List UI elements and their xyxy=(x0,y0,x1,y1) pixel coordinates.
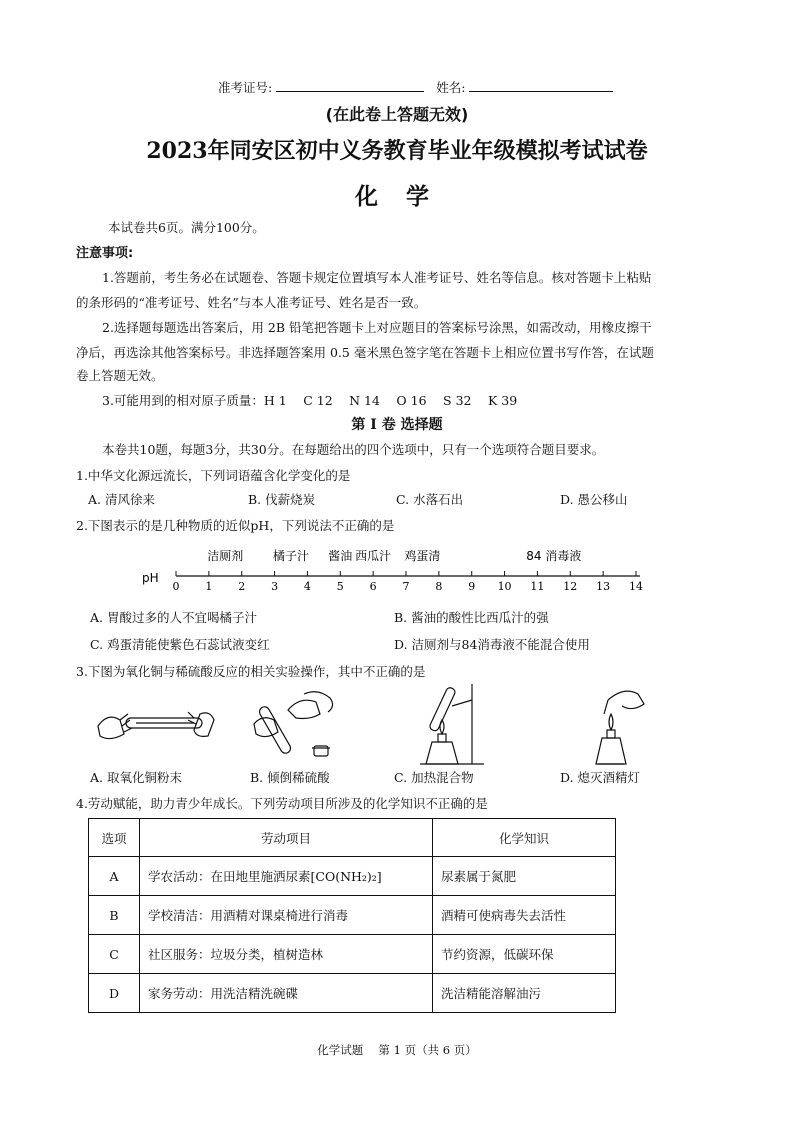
ph-tick-label: 12 xyxy=(563,580,578,593)
q2-option-d: D. 洁厕剂与84消毒液不能混合使用 xyxy=(394,637,590,652)
q3-option-a: A. 取氧化铜粉末 xyxy=(90,770,182,785)
ph-substance-label: 鸡蛋清 xyxy=(404,549,441,563)
table-row xyxy=(89,896,616,935)
ph-substance-label: 西瓜汁 xyxy=(355,549,392,563)
note-1-line-2: 的条形码的“准考证号、姓名”与本人准考证号、姓名是否一致。 xyxy=(76,295,427,310)
ph-tick-label: 4 xyxy=(303,580,311,593)
ph-axis xyxy=(142,548,643,593)
ph-tick-label: 10 xyxy=(497,580,512,593)
heat-mixture-illustration xyxy=(412,680,492,766)
row-project: 学校清洁：用酒精对课桌椅进行消毒 xyxy=(140,896,433,935)
note-2-line-1: 2.选择题每题选出答案后，用 2B 铅笔把答题卡上对应题目的答案标号涂黑，如需改动，用橡皮擦干 xyxy=(102,320,652,335)
paper-intro: 本试卷共6页。满分100分。 xyxy=(108,220,265,235)
section-title: 第 I 卷 选择题 xyxy=(351,417,443,433)
q1-option-c: C. 水落石出 xyxy=(396,492,464,507)
exam-number-label: 准考证号: xyxy=(218,80,273,95)
subject-title: 化 学 xyxy=(354,183,439,210)
q3-option-d: D. 熄灭酒精灯 xyxy=(560,770,641,785)
table-header-row xyxy=(89,819,616,857)
q2-option-c: C. 鸡蛋清能使紫色石蕊试液变红 xyxy=(90,637,270,652)
ph-axis-label: pH xyxy=(142,571,159,585)
header-knowledge: 化学知识 xyxy=(433,819,616,857)
q3-stem: 3.下图为氧化铜与稀硫酸反应的相关实验操作，其中不正确的是 xyxy=(76,664,426,679)
extinguish-lamp-illustration xyxy=(578,684,654,766)
ph-tick-label: 5 xyxy=(336,580,344,593)
exam-title: 2023年同安区初中义务教育毕业年级模拟考试试卷 xyxy=(146,138,648,164)
row-knowledge: 洗洁精能溶解油污 xyxy=(433,974,616,1013)
q2-option-b: B. 酱油的酸性比西瓜汁的强 xyxy=(394,610,549,625)
page-footer: 化学试题 第 1 页（共 6 页） xyxy=(317,1043,477,1057)
q2-stem: 2.下图表示的是几种物质的近似pH，下列说法不正确的是 xyxy=(76,518,395,533)
note-3: 3.可能用到的相对原子质量：H 1 C 12 N 14 O 16 S 32 K 39 xyxy=(102,393,518,408)
row-project: 社区服务：垃圾分类，植树造林 xyxy=(140,935,433,974)
row-option: B xyxy=(89,896,140,935)
table-row xyxy=(89,857,616,896)
ph-tick-label: 11 xyxy=(530,580,545,593)
row-knowledge: 尿素属于氮肥 xyxy=(433,857,616,896)
student-name-label: 姓名: xyxy=(436,80,466,95)
note-2-line-3: 卷上答题无效。 xyxy=(76,368,164,383)
ph-tick-label: 7 xyxy=(402,580,410,593)
ph-substance-label: 84 消毒液 xyxy=(526,549,582,563)
note-1-line-1: 1.答题前，考生务必在试题卷、答题卡规定位置填写本人准考证号、姓名等信息。核对答题卡上粘贴 xyxy=(102,270,652,285)
table-row xyxy=(89,974,616,1013)
ph-tick-label: 8 xyxy=(435,580,443,593)
table-row xyxy=(89,935,616,974)
ph-substance-label: 洁厕剂 xyxy=(207,549,244,563)
ph-substance-label: 酱油 xyxy=(328,549,353,563)
labor-knowledge-table xyxy=(88,818,616,1013)
q3-option-c: C. 加热混合物 xyxy=(394,770,474,785)
ph-substance-label: 橘子汁 xyxy=(272,549,310,563)
note-2-line-2: 净后，再选涂其他答案标号。非选择题答案用 0.5 毫米黑色签字笔在答题卡上相应位置书写作答，在试题 xyxy=(76,345,654,360)
notes-heading: 注意事项: xyxy=(76,246,134,261)
row-knowledge: 节约资源，低碳环保 xyxy=(433,935,616,974)
exam-number-blank xyxy=(276,79,424,92)
row-knowledge: 酒精可使病毒失去活性 xyxy=(433,896,616,935)
invalid-answer-note: (在此卷上答题无效) xyxy=(325,105,469,124)
ph-tick-label: 6 xyxy=(369,580,377,593)
q2-option-a: A. 胃酸过多的人不宜喝橘子汁 xyxy=(90,610,257,625)
section-instruction: 本卷共10题，每题3分，共30分。在每题给出的四个选项中，只有一个选项符合题目要求。 xyxy=(102,442,605,457)
header-option: 选项 xyxy=(89,819,140,857)
ph-scale-diagram xyxy=(0,540,794,600)
ph-tick-label: 2 xyxy=(238,580,246,593)
row-option: D xyxy=(89,974,140,1013)
ph-tick-label: 9 xyxy=(468,580,476,593)
header-project: 劳动项目 xyxy=(140,819,433,857)
row-option: A xyxy=(89,857,140,896)
q4-stem: 4.劳动赋能，助力青少年成长。下列劳动项目所涉及的化学知识不正确的是 xyxy=(76,796,488,811)
row-project: 学农活动：在田地里施洒尿素[CO(NH₂)₂] xyxy=(140,857,433,896)
row-option: C xyxy=(89,935,140,974)
ph-tick-label: 13 xyxy=(596,580,611,593)
q1-stem: 1.中华文化源远流长，下列词语蕴含化学变化的是 xyxy=(76,468,351,483)
ph-tick-label: 0 xyxy=(172,580,180,593)
student-name-blank xyxy=(469,79,613,92)
q1-option-d: D. 愚公移山 xyxy=(560,492,628,507)
q1-option-a: A. 清风徐来 xyxy=(88,492,155,507)
ph-tick-label: 14 xyxy=(629,580,643,593)
q1-option-b: B. 伐薪烧炭 xyxy=(248,492,316,507)
row-project: 家务劳动：用洗洁精洗碗碟 xyxy=(140,974,433,1013)
take-powder-illustration xyxy=(90,690,220,760)
ph-tick-label: 1 xyxy=(205,580,213,593)
pour-acid-illustration xyxy=(248,684,348,764)
q3-option-b: B. 倾倒稀硫酸 xyxy=(250,770,330,785)
ph-tick-label: 3 xyxy=(271,580,279,593)
exam-info-line xyxy=(218,78,613,96)
